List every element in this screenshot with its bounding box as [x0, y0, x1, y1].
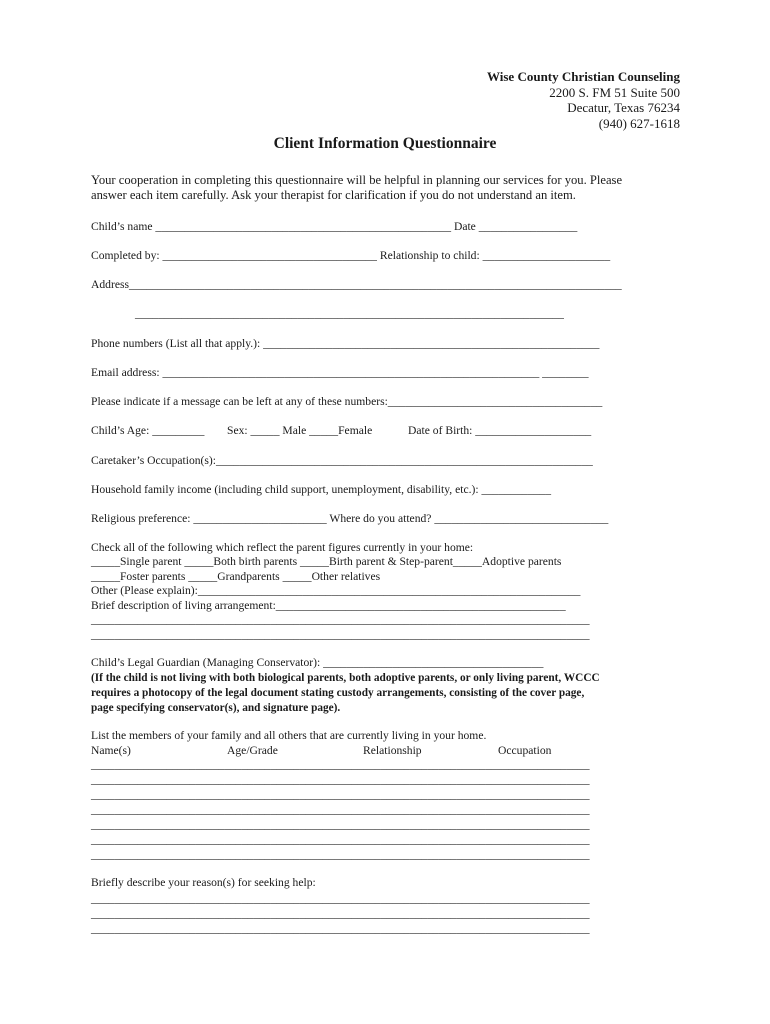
child-sex-field[interactable]: Sex: _____ Male _____Female — [227, 424, 373, 437]
household-member-row[interactable]: ______________________________________________________________________________________ — [91, 758, 590, 771]
column-header-occupation: Occupation — [498, 744, 552, 757]
child-age-field[interactable]: Child’s Age: _________ — [91, 424, 205, 437]
phone-numbers-field[interactable]: Phone numbers (List all that apply.): __________________________________________________________ — [91, 337, 600, 350]
guardian-note-line-1: (If the child is not living with both biological parents, both adoptive parents, or only living parent, WCCC — [91, 672, 600, 684]
living-arrangement-blank-2[interactable]: ______________________________________________________________________________________ — [91, 628, 590, 641]
column-header-relationship: Relationship — [363, 744, 422, 757]
religious-preference-field[interactable]: Religious preference: _______________________ Where do you attend? ______________________________ — [91, 512, 609, 525]
parent-figures-heading: Check all of the following which reflect the parent figures currently in your home: — [91, 541, 474, 554]
household-member-row[interactable]: ______________________________________________________________________________________ — [91, 788, 590, 801]
parent-options-row-2[interactable]: _____Foster parents _____Grandparents _____Other relatives — [91, 570, 381, 583]
legal-guardian-field[interactable]: Child’s Legal Guardian (Managing Conservator): ______________________________________ — [91, 656, 544, 669]
column-header-age-grade: Age/Grade — [227, 744, 278, 757]
completed-by-field[interactable]: Completed by: _____________________________________ Relationship to child: ______________________ — [91, 249, 611, 262]
household-members-heading: List the members of your family and all others that are currently living in your home. — [91, 729, 487, 742]
household-member-row[interactable]: ______________________________________________________________________________________ — [91, 833, 590, 846]
org-name: Wise County Christian Counseling — [487, 69, 680, 84]
parent-options-row-1[interactable]: _____Single parent _____Both birth parents _____Birth parent & Step-parent_____Adoptive parents — [91, 555, 562, 568]
household-income-field[interactable]: Household family income (including child support, unemployment, disability, etc.): ____________ — [91, 483, 552, 496]
date-of-birth-field[interactable]: Date of Birth: ____________________ — [408, 424, 592, 437]
intro-line-1: Your cooperation in completing this questionnaire will be helpful in planning our services for you. Please — [91, 173, 623, 187]
org-header — [487, 69, 680, 131]
message-permission-field[interactable]: Please indicate if a message can be left at any of these numbers:_____________________________________ — [91, 395, 603, 408]
childs-name-field[interactable]: Child’s name ___________________________________________________ Date _________________ — [91, 220, 578, 233]
reason-blank-line[interactable]: ______________________________________________________________________________________ — [91, 922, 590, 935]
reason-blank-line[interactable]: ______________________________________________________________________________________ — [91, 892, 590, 905]
org-city: Decatur, Texas 76234 — [567, 100, 680, 115]
household-member-row[interactable]: ______________________________________________________________________________________ — [91, 848, 590, 861]
intro-line-2: answer each item carefully. Ask your therapist for clarification if you do not understand an item. — [91, 188, 576, 202]
org-street: 2200 S. FM 51 Suite 500 — [549, 84, 680, 100]
living-arrangement-field[interactable]: Brief description of living arrangement:__________________________________________________ — [91, 599, 566, 612]
column-header-names: Name(s) — [91, 744, 131, 757]
email-field[interactable]: Email address: _________________________________________________________________ ________ — [91, 366, 589, 379]
page-title: Client Information Questionnaire — [273, 135, 497, 152]
household-member-row[interactable]: ______________________________________________________________________________________ — [91, 773, 590, 786]
guardian-note-line-3: page specifying conservator(s), and signature page). — [91, 702, 341, 714]
address-field[interactable]: Address_____________________________________________________________________________________ — [91, 278, 622, 291]
reason-blank-line[interactable]: ______________________________________________________________________________________ — [91, 907, 590, 920]
org-phone: (940) 627-1618 — [598, 115, 680, 131]
other-explain-field[interactable]: Other (Please explain):__________________________________________________________________ — [91, 584, 581, 597]
household-member-row[interactable]: ______________________________________________________________________________________ — [91, 803, 590, 816]
guardian-note-line-2: requires a photocopy of the legal document stating custody arrangements, consisting of the cover page, — [91, 687, 585, 699]
reason-for-help-label: Briefly describe your reason(s) for seeking help: — [91, 876, 316, 889]
caretaker-occupation-field[interactable]: Caretaker’s Occupation(s):_________________________________________________________________ — [91, 454, 593, 467]
living-arrangement-blank-1[interactable]: ______________________________________________________________________________________ — [91, 613, 590, 626]
household-member-row[interactable]: ______________________________________________________________________________________ — [91, 818, 590, 831]
address-field-line-2[interactable]: __________________________________________________________________________ — [135, 307, 564, 320]
